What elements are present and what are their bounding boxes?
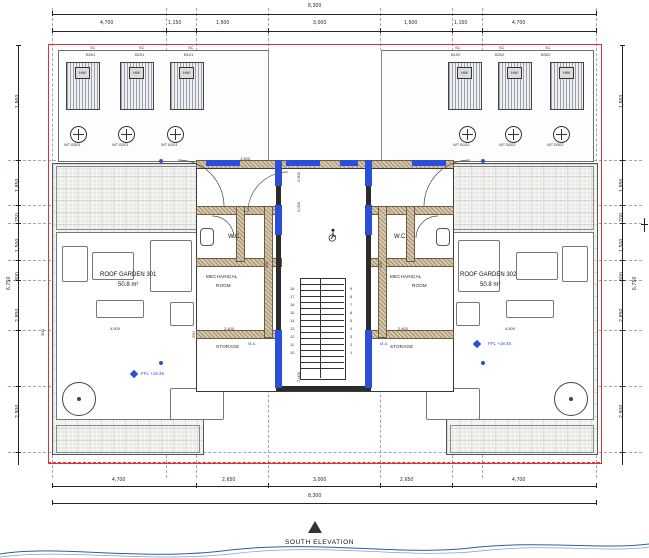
stair-step-number: 8 [350,294,353,299]
wc-fixture [200,228,214,246]
dim-900: 900 [378,261,383,268]
stair-step-number: 18 [290,286,295,291]
storage-right-label: STORAGE [390,344,414,349]
wt-label: WT B301 [64,142,81,147]
stair-step-number: 3 [350,334,353,339]
glazing-panel [365,160,372,186]
dim-800: 800 [264,261,269,268]
dim-2000c: 2,000 [296,371,301,382]
roof-garden-left-area: 50.8 m² [118,282,139,288]
glazing-panel [286,160,320,166]
roof-garden-right-name: ROOF GARDEN 302 [460,272,517,278]
elevation-title: SOUTH ELEVATION [285,539,355,546]
dim-top-4: 3,000 [313,20,327,26]
dim-overall-top: 8,300 [308,3,322,9]
dim-top-1: 4,700 [100,20,114,26]
furniture-dining [170,388,224,420]
sc-unit: B102 [451,52,461,57]
water-tank [118,126,135,143]
stair-step-number: 15 [290,310,295,315]
stair-step-number: 4 [350,326,353,331]
stair-step-number: 6 [350,310,353,315]
furniture-sofa [62,246,88,282]
sc-tag: SC [545,45,551,50]
dim-left-7: 2,900 [15,404,21,418]
dim-top-6: 1,150 [454,20,468,26]
water-tank [553,126,570,143]
storage-left-label: STORAGE [216,344,240,349]
sc-unit: B101 [184,52,194,57]
mech-left-label-1: MECHANICAL [206,274,238,279]
dim-left-2: 1,850 [15,178,21,192]
stair-step-number: 13 [290,326,295,331]
furniture-lounge [150,240,192,292]
stair-step-number: 11 [290,342,295,347]
spiral-stair-left [62,382,96,416]
glazing-panel [365,205,372,235]
wc-fixture [436,228,450,246]
dim-top-3: 1,500 [216,20,230,26]
wt-label: WT B202 [499,142,516,147]
furniture-table [516,252,558,280]
mech-left-label-2: ROOM [216,283,231,288]
sc-unit: B202 [495,52,505,57]
sc-tag: SC [188,45,194,50]
furniture-dining [426,388,480,420]
stair-step-number: 2 [350,342,353,347]
furniture-side-table [170,302,194,326]
hot-water-unit-label: HW [179,67,194,79]
dimension-line-right [622,45,623,465]
planting-bed-right-bottom [450,425,594,453]
door-swing-arc [176,158,236,208]
dim-4500-left: 4,500 [110,326,121,331]
glazing-panel [340,160,358,166]
wc-left-label: W.C. [228,234,241,240]
dim-right-7: 2,900 [619,404,625,418]
dimension-line-top-chain [52,31,596,32]
hot-water-unit-label: HW [75,67,90,79]
stair-stringer [320,278,321,378]
water-tank [70,126,87,143]
wt-label: WT B302 [547,142,564,147]
dim-300: 300 [40,329,45,336]
mech-right-label-2: ROOM [412,283,427,288]
dim-1500-top: 1,500 [240,156,251,161]
staircase [300,278,346,380]
hot-water-unit-label: HW [129,67,144,79]
dim-right-3: 700 [619,213,625,222]
ffl-right-label: FFL +18.45 [488,341,511,346]
wt-label: WT B201 [112,142,129,147]
sc-unit: B201 [135,52,145,57]
dim-2000b: 2,000 [296,201,301,212]
roof-void [268,50,382,160]
dim-left-4: 1,500 [15,238,21,252]
ma-right-label: M.A. [380,341,389,346]
dim-right-6: 2,850 [619,308,625,322]
hot-water-unit-label: HW [559,67,574,79]
sc-tag: SC [90,45,96,50]
dim-2400-left: 2,400 [224,326,235,331]
roof-garden-right-area: 50.8 m² [480,282,501,288]
hot-water-unit-label: HW [507,67,522,79]
dim-top-7: 4,700 [512,20,526,26]
core-wall-bottom [276,386,371,391]
ffl-left-label: FFL +18.45 [141,371,164,376]
partition-wall [378,206,387,338]
dim-top-2: 1,150 [168,20,182,26]
dim-4500-right: 4,500 [505,326,516,331]
planting-bed-left-bottom [56,425,200,453]
sc-unit: B302 [541,52,551,57]
dim-left-3: 750 [15,213,21,222]
dim-bottom-1: 4,700 [112,477,126,483]
dimension-line-left [18,45,19,465]
dim-bottom-4: 2,650 [400,477,414,483]
dim-left-5: 800 [15,272,21,281]
stair-step-number: 7 [350,302,353,307]
wt-label: WT B102 [453,142,470,147]
node-dot [481,361,485,365]
wt-label: WT B101 [161,142,178,147]
dim-bottom-5: 4,700 [512,477,526,483]
accessible-wc-icon [326,228,340,242]
stair-step-number: 10 [290,350,295,355]
stair-step-number: 1 [350,350,353,355]
stair-step-number: 12 [290,334,295,339]
dim-right-2: 1,850 [619,178,625,192]
furniture-bench [506,300,554,318]
wc-right-label: W.C. [394,234,407,240]
dim-250: 250 [191,331,196,338]
hot-water-unit-label: HW [457,67,472,79]
stair-step-number: 14 [290,318,295,323]
node-dot [159,159,163,163]
dimension-line-overall-top [52,14,596,15]
sc-tag: SC [139,45,145,50]
sc-unit: B301 [86,52,96,57]
furniture-sofa [562,246,588,282]
node-dot [481,159,485,163]
glazing-panel [365,330,372,388]
elevation-arrow-icon [308,521,322,533]
dim-right-4: 1,500 [619,238,625,252]
dim-2400-right: 2,400 [398,326,409,331]
stair-step-number: 16 [290,302,295,307]
sc-tag: SC [455,45,461,50]
mech-right-label-1: MECHANICAL [390,274,422,279]
dim-2000a: 2,000 [296,171,301,182]
dim-right-1: 1,860 [619,94,625,108]
glazing-panel [275,330,282,388]
stair-step-number: 17 [290,294,295,299]
dim-bottom-2: 2,650 [222,477,236,483]
stair-step-number: 9 [350,286,353,291]
furniture-bench [96,300,144,318]
ma-left-label: M.A. [248,341,257,346]
stair-step-number: 5 [350,318,353,323]
sc-tag: SC [499,45,505,50]
roof-garden-left-name: ROOF GARDEN 301 [100,272,157,278]
dim-left-1: 1,860 [15,94,21,108]
dimension-line-overall-bottom [52,503,596,504]
spiral-stair-right [554,382,588,416]
water-tank [167,126,184,143]
node-dot [159,361,163,365]
door-swing-arc [244,170,290,230]
dim-top-5: 1,500 [404,20,418,26]
site-boundary-bottom [48,462,600,463]
dim-left-6: 2,850 [15,308,21,322]
dim-right-5: 800 [619,272,625,281]
dim-right-total: 6,750 [632,276,638,290]
water-tank [459,126,476,143]
water-tank [505,126,522,143]
dim-bottom-3: 3,000 [313,477,327,483]
dim-overall-bottom: 8,300 [308,493,322,499]
decorative-waves [0,540,649,558]
dim-left-total: 6,750 [6,276,12,290]
door-swing-arc [412,158,472,208]
furniture-side-table [456,302,480,326]
dimension-line-bottom-chain [52,486,596,487]
